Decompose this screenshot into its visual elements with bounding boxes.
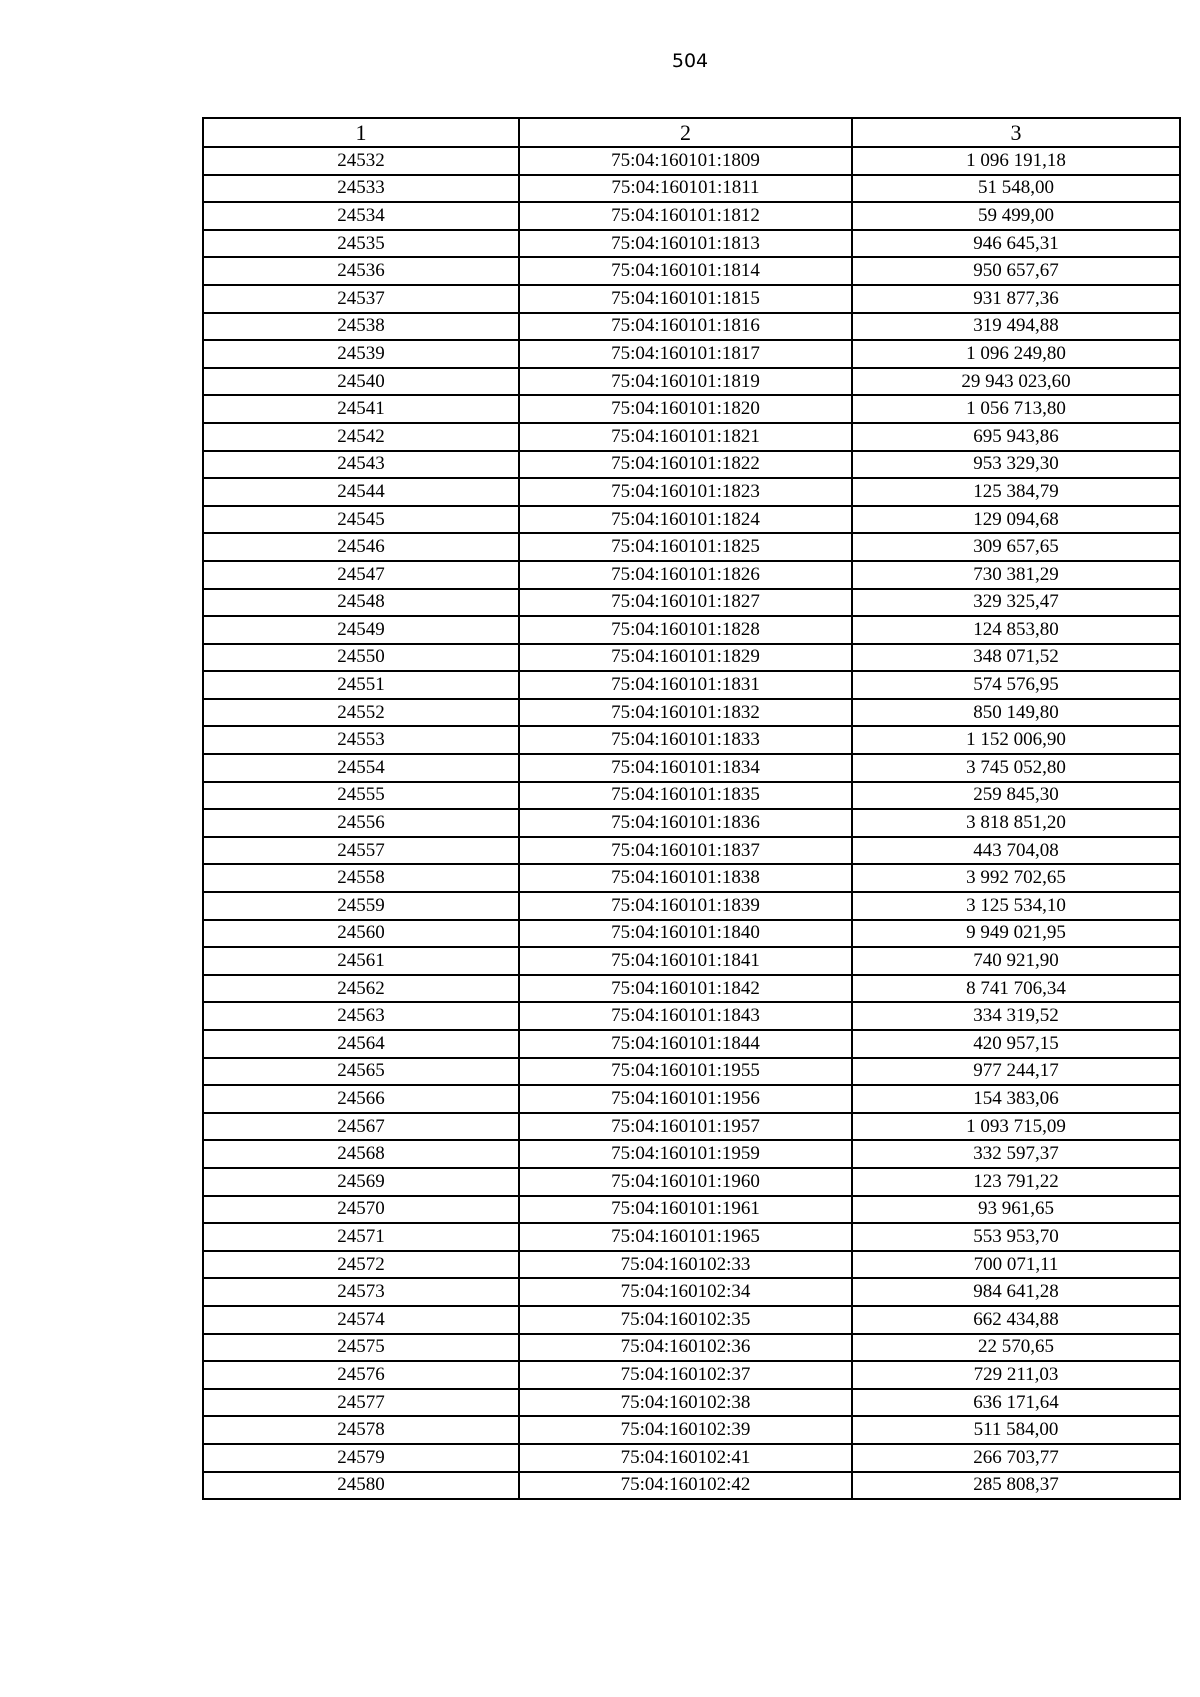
cadastral-number-cell: 75:04:160101:1819 xyxy=(519,368,852,396)
table-row xyxy=(203,809,1180,837)
value-cell: 511 584,00 xyxy=(852,1416,1180,1444)
table-row xyxy=(203,1058,1180,1086)
cadastral-number-cell: 75:04:160101:1816 xyxy=(519,313,852,341)
table-row xyxy=(203,892,1180,920)
value-cell: 740 921,90 xyxy=(852,947,1180,975)
table-row xyxy=(203,1361,1180,1389)
value-cell: 309 657,65 xyxy=(852,533,1180,561)
row-number-cell: 24550 xyxy=(203,644,519,672)
row-number-cell: 24572 xyxy=(203,1251,519,1279)
cadastral-number-cell: 75:04:160101:1828 xyxy=(519,616,852,644)
row-number-cell: 24578 xyxy=(203,1416,519,1444)
row-number-cell: 24564 xyxy=(203,1030,519,1058)
table-row xyxy=(203,782,1180,810)
cadastral-number-cell: 75:04:160101:1835 xyxy=(519,782,852,810)
value-cell: 319 494,88 xyxy=(852,313,1180,341)
row-number-cell: 24580 xyxy=(203,1472,519,1500)
cadastral-number-cell: 75:04:160101:1840 xyxy=(519,920,852,948)
row-number-cell: 24554 xyxy=(203,754,519,782)
cadastral-number-cell: 75:04:160101:1834 xyxy=(519,754,852,782)
table-row xyxy=(203,1389,1180,1417)
cadastral-number-cell: 75:04:160101:1844 xyxy=(519,1030,852,1058)
table-row xyxy=(203,285,1180,313)
value-cell: 946 645,31 xyxy=(852,230,1180,258)
table-row xyxy=(203,1140,1180,1168)
row-number-cell: 24545 xyxy=(203,506,519,534)
column-header-3: 3 xyxy=(852,118,1180,147)
table-row xyxy=(203,1251,1180,1279)
value-cell: 984 641,28 xyxy=(852,1278,1180,1306)
value-cell: 1 096 249,80 xyxy=(852,340,1180,368)
row-number-cell: 24543 xyxy=(203,451,519,479)
row-number-cell: 24556 xyxy=(203,809,519,837)
row-number-cell: 24558 xyxy=(203,864,519,892)
row-number-cell: 24575 xyxy=(203,1334,519,1362)
cadastral-number-cell: 75:04:160101:1815 xyxy=(519,285,852,313)
row-number-cell: 24574 xyxy=(203,1306,519,1334)
table-row xyxy=(203,147,1180,175)
value-cell: 977 244,17 xyxy=(852,1058,1180,1086)
table-row xyxy=(203,1168,1180,1196)
table-body xyxy=(203,147,1180,1499)
row-number-cell: 24533 xyxy=(203,175,519,203)
cadastral-number-cell: 75:04:160102:34 xyxy=(519,1278,852,1306)
value-cell: 700 071,11 xyxy=(852,1251,1180,1279)
cadastral-number-cell: 75:04:160101:1961 xyxy=(519,1196,852,1224)
value-cell: 1 093 715,09 xyxy=(852,1113,1180,1141)
table-row xyxy=(203,175,1180,203)
value-cell: 953 329,30 xyxy=(852,451,1180,479)
table-row xyxy=(203,478,1180,506)
table-row xyxy=(203,616,1180,644)
value-cell: 931 877,36 xyxy=(852,285,1180,313)
row-number-cell: 24565 xyxy=(203,1058,519,1086)
value-cell: 1 056 713,80 xyxy=(852,395,1180,423)
row-number-cell: 24532 xyxy=(203,147,519,175)
table-row xyxy=(203,1444,1180,1472)
cadastral-number-cell: 75:04:160101:1837 xyxy=(519,837,852,865)
row-number-cell: 24577 xyxy=(203,1389,519,1417)
table-row xyxy=(203,340,1180,368)
cadastral-number-cell: 75:04:160101:1959 xyxy=(519,1140,852,1168)
table-row xyxy=(203,1196,1180,1224)
value-cell: 950 657,67 xyxy=(852,257,1180,285)
cadastral-number-cell: 75:04:160101:1817 xyxy=(519,340,852,368)
cadastral-number-cell: 75:04:160101:1809 xyxy=(519,147,852,175)
value-cell: 129 094,68 xyxy=(852,506,1180,534)
row-number-cell: 24567 xyxy=(203,1113,519,1141)
table-row xyxy=(203,671,1180,699)
table-row xyxy=(203,533,1180,561)
cadastral-number-cell: 75:04:160101:1956 xyxy=(519,1085,852,1113)
cadastral-number-cell: 75:04:160101:1812 xyxy=(519,202,852,230)
row-number-cell: 24562 xyxy=(203,975,519,1003)
cadastral-number-cell: 75:04:160101:1839 xyxy=(519,892,852,920)
cadastral-number-cell: 75:04:160101:1826 xyxy=(519,561,852,589)
value-cell: 124 853,80 xyxy=(852,616,1180,644)
row-number-cell: 24559 xyxy=(203,892,519,920)
row-number-cell: 24551 xyxy=(203,671,519,699)
value-cell: 443 704,08 xyxy=(852,837,1180,865)
column-header-2: 2 xyxy=(519,118,852,147)
table-row xyxy=(203,561,1180,589)
table-row xyxy=(203,423,1180,451)
cadastral-number-cell: 75:04:160101:1836 xyxy=(519,809,852,837)
cadastral-number-cell: 75:04:160101:1957 xyxy=(519,1113,852,1141)
cadastral-number-cell: 75:04:160102:38 xyxy=(519,1389,852,1417)
table-row xyxy=(203,1030,1180,1058)
value-cell: 125 384,79 xyxy=(852,478,1180,506)
row-number-cell: 24561 xyxy=(203,947,519,975)
cadastral-number-cell: 75:04:160101:1841 xyxy=(519,947,852,975)
cadastral-number-cell: 75:04:160101:1814 xyxy=(519,257,852,285)
value-cell: 285 808,37 xyxy=(852,1472,1180,1500)
cadastral-number-cell: 75:04:160102:41 xyxy=(519,1444,852,1472)
cadastral-number-cell: 75:04:160101:1823 xyxy=(519,478,852,506)
table-row xyxy=(203,864,1180,892)
row-number-cell: 24549 xyxy=(203,616,519,644)
value-cell: 1 096 191,18 xyxy=(852,147,1180,175)
table-row xyxy=(203,754,1180,782)
cadastral-number-cell: 75:04:160101:1842 xyxy=(519,975,852,1003)
table-row xyxy=(203,1113,1180,1141)
value-cell: 329 325,47 xyxy=(852,589,1180,617)
row-number-cell: 24563 xyxy=(203,1002,519,1030)
row-number-cell: 24576 xyxy=(203,1361,519,1389)
value-cell: 553 953,70 xyxy=(852,1223,1180,1251)
table-row xyxy=(203,313,1180,341)
table-row xyxy=(203,1334,1180,1362)
row-number-cell: 24570 xyxy=(203,1196,519,1224)
cadastral-number-cell: 75:04:160101:1825 xyxy=(519,533,852,561)
value-cell: 636 171,64 xyxy=(852,1389,1180,1417)
cadastral-number-cell: 75:04:160101:1813 xyxy=(519,230,852,258)
row-number-cell: 24553 xyxy=(203,726,519,754)
cadastral-number-cell: 75:04:160101:1833 xyxy=(519,726,852,754)
cadastral-number-cell: 75:04:160102:42 xyxy=(519,1472,852,1500)
table-row xyxy=(203,1278,1180,1306)
cadastral-number-cell: 75:04:160102:39 xyxy=(519,1416,852,1444)
row-number-cell: 24538 xyxy=(203,313,519,341)
cadastral-number-cell: 75:04:160101:1832 xyxy=(519,699,852,727)
row-number-cell: 24569 xyxy=(203,1168,519,1196)
value-cell: 51 548,00 xyxy=(852,175,1180,203)
cadastral-number-cell: 75:04:160101:1822 xyxy=(519,451,852,479)
cadastral-number-cell: 75:04:160101:1824 xyxy=(519,506,852,534)
row-number-cell: 24546 xyxy=(203,533,519,561)
row-number-cell: 24541 xyxy=(203,395,519,423)
value-cell: 29 943 023,60 xyxy=(852,368,1180,396)
table-row xyxy=(203,837,1180,865)
table-row xyxy=(203,975,1180,1003)
table-row xyxy=(203,506,1180,534)
table-row xyxy=(203,230,1180,258)
cadastral-number-cell: 75:04:160102:33 xyxy=(519,1251,852,1279)
row-number-cell: 24544 xyxy=(203,478,519,506)
row-number-cell: 24573 xyxy=(203,1278,519,1306)
row-number-cell: 24535 xyxy=(203,230,519,258)
cadastral-number-cell: 75:04:160101:1955 xyxy=(519,1058,852,1086)
table-row xyxy=(203,726,1180,754)
table-row xyxy=(203,699,1180,727)
row-number-cell: 24540 xyxy=(203,368,519,396)
row-number-cell: 24548 xyxy=(203,589,519,617)
value-cell: 695 943,86 xyxy=(852,423,1180,451)
row-number-cell: 24568 xyxy=(203,1140,519,1168)
value-cell: 420 957,15 xyxy=(852,1030,1180,1058)
table-row xyxy=(203,368,1180,396)
table-row xyxy=(203,1416,1180,1444)
registry-table xyxy=(202,117,1181,1500)
table-row xyxy=(203,202,1180,230)
page-number: 504 xyxy=(671,50,709,72)
row-number-cell: 24566 xyxy=(203,1085,519,1113)
table-row xyxy=(203,395,1180,423)
table-row xyxy=(203,589,1180,617)
value-cell: 123 791,22 xyxy=(852,1168,1180,1196)
cadastral-number-cell: 75:04:160101:1838 xyxy=(519,864,852,892)
cadastral-number-cell: 75:04:160102:36 xyxy=(519,1334,852,1362)
row-number-cell: 24536 xyxy=(203,257,519,285)
table-row xyxy=(203,451,1180,479)
cadastral-number-cell: 75:04:160101:1843 xyxy=(519,1002,852,1030)
value-cell: 3 125 534,10 xyxy=(852,892,1180,920)
cadastral-number-cell: 75:04:160101:1820 xyxy=(519,395,852,423)
row-number-cell: 24552 xyxy=(203,699,519,727)
cadastral-number-cell: 75:04:160101:1821 xyxy=(519,423,852,451)
row-number-cell: 24539 xyxy=(203,340,519,368)
row-number-cell: 24579 xyxy=(203,1444,519,1472)
cadastral-number-cell: 75:04:160102:37 xyxy=(519,1361,852,1389)
column-header-1: 1 xyxy=(203,118,519,147)
value-cell: 9 949 021,95 xyxy=(852,920,1180,948)
value-cell: 662 434,88 xyxy=(852,1306,1180,1334)
value-cell: 266 703,77 xyxy=(852,1444,1180,1472)
cadastral-number-cell: 75:04:160101:1960 xyxy=(519,1168,852,1196)
value-cell: 154 383,06 xyxy=(852,1085,1180,1113)
row-number-cell: 24557 xyxy=(203,837,519,865)
value-cell: 850 149,80 xyxy=(852,699,1180,727)
table-row xyxy=(203,257,1180,285)
table-row xyxy=(203,1223,1180,1251)
value-cell: 348 071,52 xyxy=(852,644,1180,672)
row-number-cell: 24547 xyxy=(203,561,519,589)
value-cell: 334 319,52 xyxy=(852,1002,1180,1030)
value-cell: 59 499,00 xyxy=(852,202,1180,230)
value-cell: 22 570,65 xyxy=(852,1334,1180,1362)
row-number-cell: 24537 xyxy=(203,285,519,313)
table-header-row xyxy=(203,118,1180,147)
row-number-cell: 24542 xyxy=(203,423,519,451)
table-row xyxy=(203,644,1180,672)
cadastral-number-cell: 75:04:160102:35 xyxy=(519,1306,852,1334)
value-cell: 8 741 706,34 xyxy=(852,975,1180,1003)
table-row xyxy=(203,1085,1180,1113)
value-cell: 332 597,37 xyxy=(852,1140,1180,1168)
cadastral-number-cell: 75:04:160101:1827 xyxy=(519,589,852,617)
value-cell: 730 381,29 xyxy=(852,561,1180,589)
value-cell: 3 818 851,20 xyxy=(852,809,1180,837)
row-number-cell: 24534 xyxy=(203,202,519,230)
cadastral-number-cell: 75:04:160101:1829 xyxy=(519,644,852,672)
cadastral-number-cell: 75:04:160101:1811 xyxy=(519,175,852,203)
value-cell: 259 845,30 xyxy=(852,782,1180,810)
row-number-cell: 24555 xyxy=(203,782,519,810)
value-cell: 3 745 052,80 xyxy=(852,754,1180,782)
row-number-cell: 24571 xyxy=(203,1223,519,1251)
value-cell: 3 992 702,65 xyxy=(852,864,1180,892)
value-cell: 93 961,65 xyxy=(852,1196,1180,1224)
cadastral-number-cell: 75:04:160101:1831 xyxy=(519,671,852,699)
table-row xyxy=(203,920,1180,948)
value-cell: 574 576,95 xyxy=(852,671,1180,699)
table-row xyxy=(203,947,1180,975)
table-row xyxy=(203,1472,1180,1500)
table-row xyxy=(203,1306,1180,1334)
table-row xyxy=(203,1002,1180,1030)
cadastral-number-cell: 75:04:160101:1965 xyxy=(519,1223,852,1251)
row-number-cell: 24560 xyxy=(203,920,519,948)
value-cell: 729 211,03 xyxy=(852,1361,1180,1389)
value-cell: 1 152 006,90 xyxy=(852,726,1180,754)
